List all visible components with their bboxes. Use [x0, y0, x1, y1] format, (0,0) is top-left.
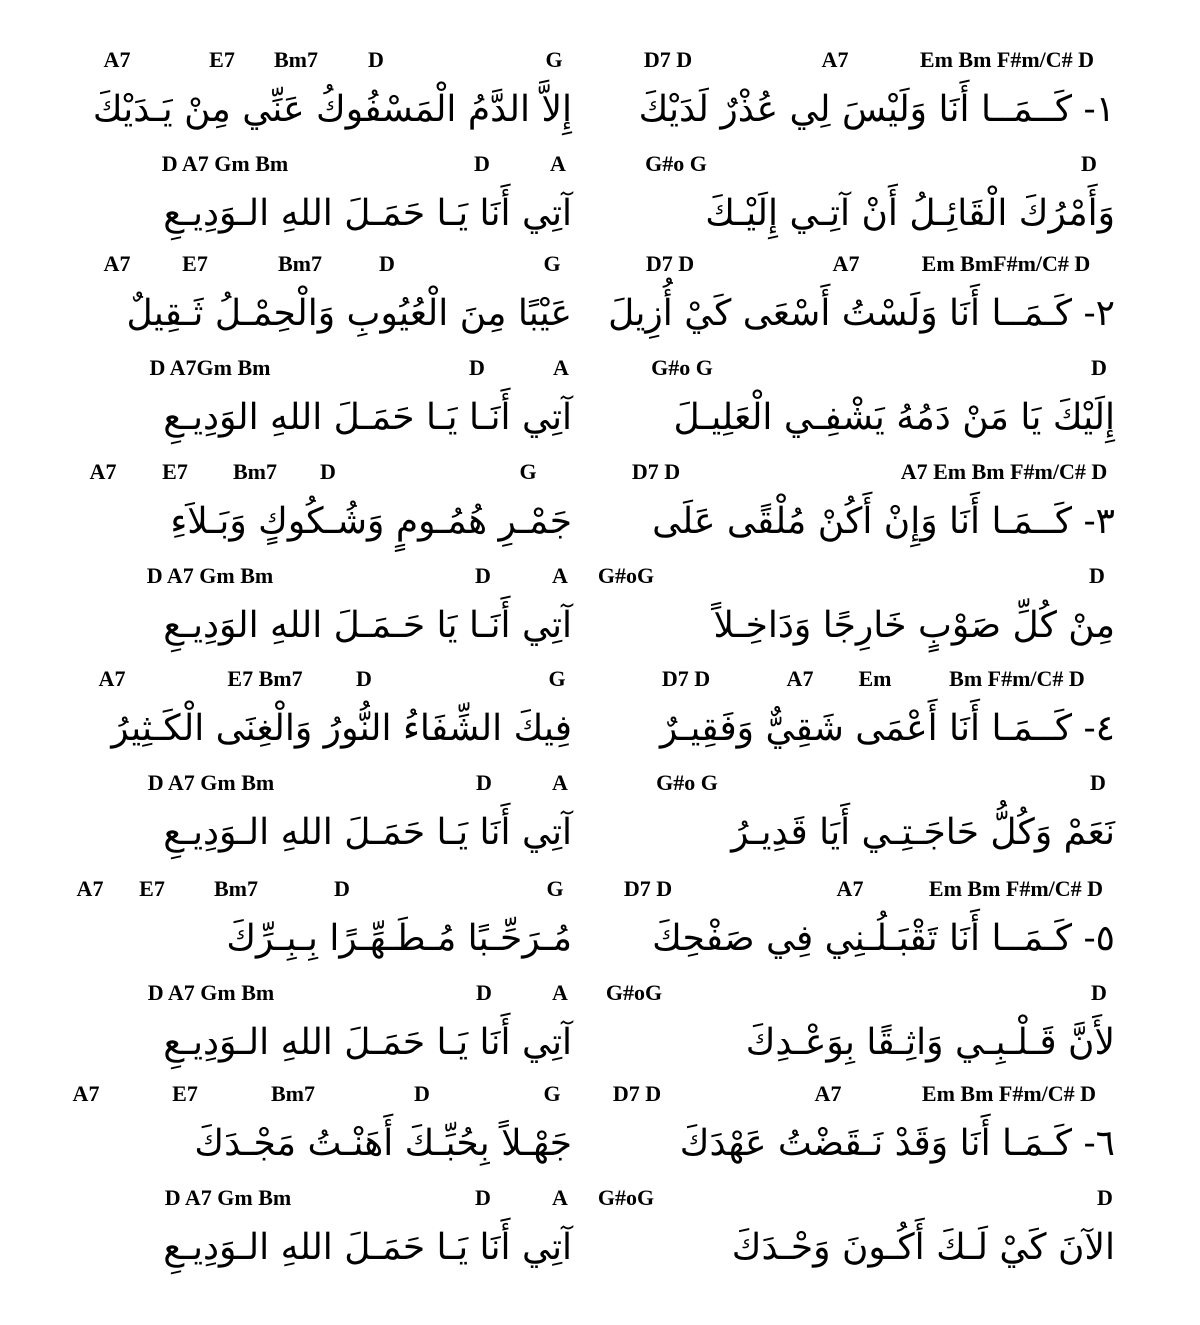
lyric-first-half: وَأَمْرُكَ الْقَائِـلُ أَنْ آتِـي إِلَيْـكَ [705, 193, 1115, 234]
chord-label: Bm7 [233, 459, 277, 484]
chord-label: D A7Gm Bm [149, 355, 271, 380]
chord-label: Bm7 [278, 251, 322, 276]
lyric-second-half: آتِي أَنَا يَـا حَمَـلَ اللهِ الـوَدِيـعِ [163, 193, 572, 234]
lyric-second-half: آتِي أَنَـا يَا حَـمَـلَ اللهِ الوَدِيـعِ [163, 605, 572, 646]
chord-label: D [320, 459, 336, 484]
chord-label: D [368, 47, 384, 72]
chord-label: G#oG [597, 563, 655, 588]
chord-label: A [552, 563, 568, 588]
chord-label: D [476, 980, 492, 1005]
lyric-first-half: ١- كَــمَــا أَنَا وَلَيْسَ لِي عُذْرٌ لَدَيْكَ [638, 89, 1115, 130]
chord-label: A [550, 151, 566, 176]
chord-label: D [1091, 355, 1107, 380]
chord-label: A7 [103, 47, 131, 72]
lyric-second-half: إِلاَّ الدَّمُ الْمَسْفُوكُ عَنِّي مِنْ يَـدَيْكَ [92, 89, 572, 130]
lyric-first-half: ٦- كَـمَـا أَنَا وَقَدْ نَـقَضْتُ عَهْدَكَ [679, 1123, 1115, 1164]
chord-label: D [379, 251, 395, 276]
chord-label: Em Bm F#m/C# D [928, 876, 1104, 901]
lyric-first-half: ٥- كَـمَــا أَنَا تَقْبَـلُـنِي فِي صَفْحِكَ [652, 918, 1115, 959]
chord-label: D [474, 151, 490, 176]
chord-label: A7 [76, 876, 104, 901]
chord-label: D A7 Gm Bm [164, 1185, 292, 1210]
lyric-first-half: لأَنَّ قَـلْـبِـي وَاثِـقًا بِوَعْـدِكَ [745, 1022, 1115, 1063]
chord-label: G [545, 47, 563, 72]
lyric-second-half: جَمْـرِ هُمُـومٍ وَشُـكُوكٍ وَبَـلاَءِ [170, 501, 572, 542]
chord-label: D [1081, 151, 1097, 176]
chord-label: G [548, 666, 566, 691]
chord-label: D [475, 563, 491, 588]
chord-label: D A7 Gm Bm [147, 770, 275, 795]
chord-label: G#oG [597, 1185, 655, 1210]
chord-label: E7 [182, 251, 208, 276]
lyric-second-half: جَهْـلاً بِحُبِّـكَ أَهَنْـتُ مَجْـدَكَ [194, 1123, 572, 1164]
chord-label: Bm7 [271, 1081, 315, 1106]
chord-label: D [356, 666, 372, 691]
chord-label: D A7 Gm Bm [146, 563, 274, 588]
chord-label: D [469, 355, 485, 380]
chord-label: D [476, 770, 492, 795]
lyric-second-half: آتِي أَنَا يَـا حَمَـلَ اللهِ الـوَدِيـعِ [163, 1022, 572, 1063]
chord-label: D [334, 876, 350, 901]
chord-label: G#o G [645, 151, 707, 176]
chord-label: D [475, 1185, 491, 1210]
chord-label: Bm F#m/C# D [949, 666, 1085, 691]
chord-label: D7 D [612, 1081, 662, 1106]
chord-label: D7 D [623, 876, 673, 901]
chord-label: D7 D [645, 251, 695, 276]
chord-label: G#o G [651, 355, 713, 380]
chord-label: G [543, 1081, 561, 1106]
chord-label: A [552, 770, 568, 795]
chord-label: A7 Em Bm F#m/C# D [900, 459, 1108, 484]
chord-label: D7 D [631, 459, 681, 484]
chord-label: Em [858, 666, 892, 691]
chord-label: G [546, 876, 564, 901]
lyric-first-half: الآنَ كَيْ لَـكَ أَكُـونَ وَحْـدَكَ [731, 1227, 1115, 1268]
chord-label: D [1090, 770, 1106, 795]
chord-label: A7 [103, 251, 131, 276]
lyric-second-half: عَيْبًا مِنَ الْعُيُوبِ وَالْحِمْـلُ ثَـقِيلٌ [126, 293, 572, 334]
chord-label: Bm7 [214, 876, 258, 901]
chord-label: E7 [162, 459, 188, 484]
chord-label: A7 [836, 876, 864, 901]
lyric-first-half: مِنْ كُلِّ صَوْبٍ خَارِجًا وَدَاخِـلاً [713, 605, 1115, 646]
chord-label: E7 Bm7 [227, 666, 303, 691]
chord-label: Em Bm F#m/C# D [919, 47, 1095, 72]
chord-label: D [414, 1081, 430, 1106]
chord-label: Bm7 [274, 47, 318, 72]
lyric-second-half: آتِي أَنَا يَـا حَمَـلَ اللهِ الـوَدِيـعِ [163, 812, 572, 853]
chord-label: E7 [172, 1081, 198, 1106]
chord-label: A7 [72, 1081, 100, 1106]
chord-label: D [1091, 980, 1107, 1005]
chord-label: A7 [814, 1081, 842, 1106]
lyric-second-half: مُـرَحِّـبًا مُـطَـهِّـرًا بِـبِـرِّكَ [226, 918, 572, 959]
chord-label: A7 [832, 251, 860, 276]
lyric-second-half: آتِي أَنَا يَـا حَمَـلَ اللهِ الـوَدِيـعِ [163, 1227, 572, 1268]
lyric-first-half: ٤- كَــمَـا أَنَا أَعْمَى شَقِيٌّ وَفَقِيـرٌ [659, 708, 1115, 749]
chord-label: A7 [98, 666, 126, 691]
chord-label: D A7 Gm Bm [147, 980, 275, 1005]
lyric-second-half: آتِي أَنَـا يَـا حَمَـلَ اللهِ الوَدِيـعِ [163, 397, 572, 438]
lyric-first-half: ٣- كَــمَـا أَنَا وَإِنْ أَكُنْ مُلْقًى عَلَى [652, 501, 1115, 542]
chord-label: D7 D [643, 47, 693, 72]
chord-label: A7 [89, 459, 117, 484]
chord-label: Em Bm F#m/C# D [921, 1081, 1097, 1106]
lyric-first-half: نَعَمْ وَكُلُّ حَاجَـتِـي أَيَا قَدِيـرُ [731, 812, 1115, 853]
chord-label: G [519, 459, 537, 484]
chord-label: A [552, 1185, 568, 1210]
chord-label: A7 [786, 666, 814, 691]
chord-label: G#oG [605, 980, 663, 1005]
lyric-second-half: فِيكَ الشِّفَاءُ النُّورُ وَالْغِنَى الْكَـثِيرُ [111, 708, 572, 749]
chord-label: D A7 Gm Bm [161, 151, 289, 176]
chord-label: G [543, 251, 561, 276]
chord-label: A [553, 355, 569, 380]
chord-label: E7 [139, 876, 165, 901]
chord-label: Em BmF#m/C# D [921, 251, 1091, 276]
chord-label: A7 [821, 47, 849, 72]
chord-label: E7 [209, 47, 235, 72]
lyric-first-half: إِلَيْكَ يَا مَنْ دَمُهُ يَشْفِـي الْعَلِيـلَ [673, 397, 1115, 438]
lyric-first-half: ٢- كَـمَــا أَنَا وَلَسْتُ أَسْعَى كَيْ أُزِيلَ [608, 293, 1115, 334]
chord-label: D7 D [661, 666, 711, 691]
chord-label: A [552, 980, 568, 1005]
chord-label: D [1089, 563, 1105, 588]
chord-label: D [1097, 1185, 1113, 1210]
chord-label: G#o G [656, 770, 718, 795]
